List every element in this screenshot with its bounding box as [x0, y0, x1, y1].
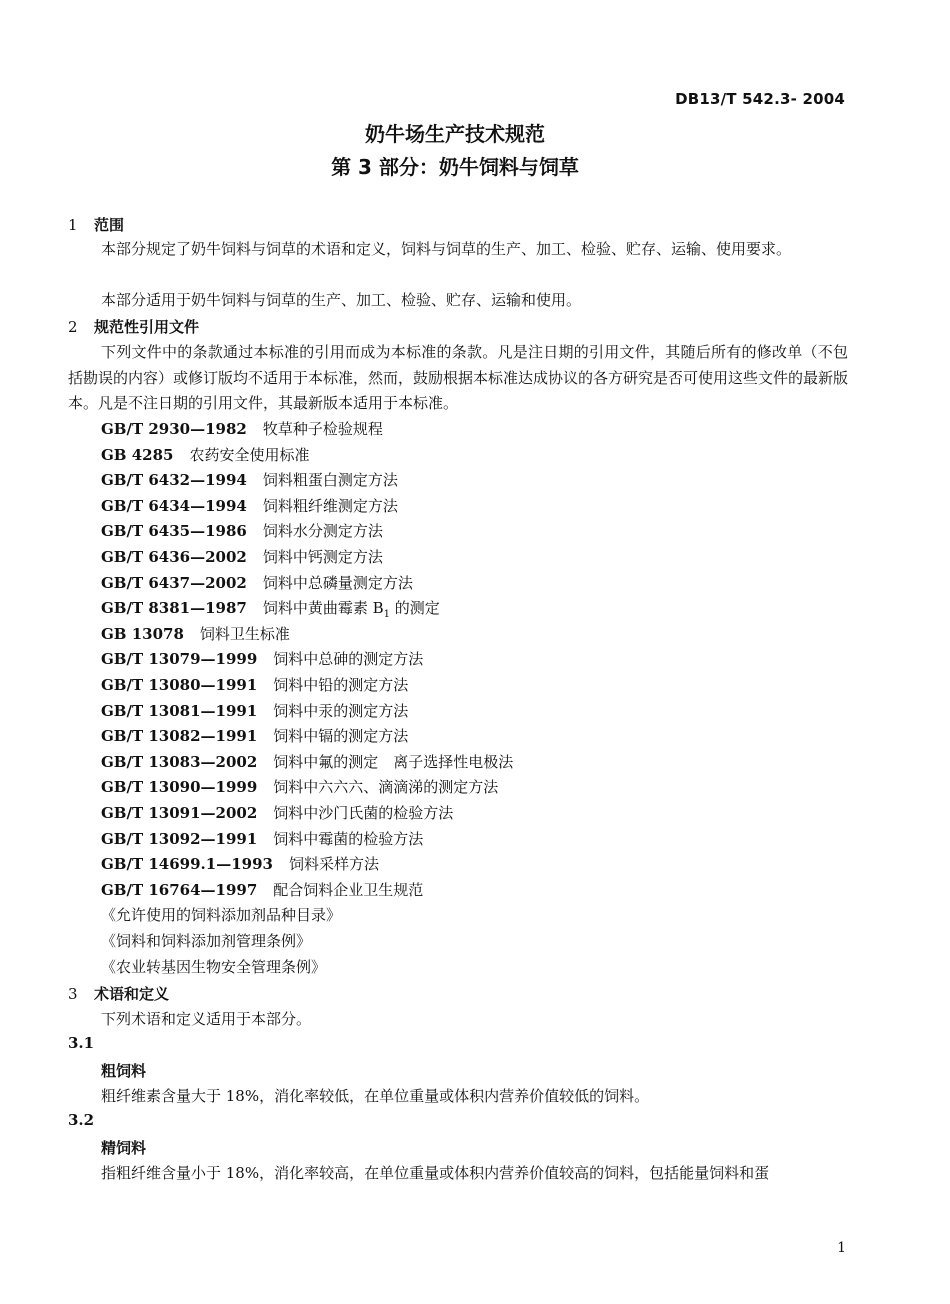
section-title: 术语和定义	[94, 985, 170, 1003]
reference-title: 饲料水分测定方法	[262, 522, 383, 540]
reference-code: GB/T 13080—1991	[101, 676, 258, 694]
reference-code: GB/T 6432—1994	[101, 471, 247, 489]
reference-item	[101, 469, 398, 490]
reference-item	[101, 648, 423, 669]
reference-code: GB/T 13081—1991	[101, 702, 258, 720]
reference-item	[101, 444, 309, 465]
reference-item	[101, 700, 408, 721]
reference-item	[101, 495, 398, 516]
reference-code: GB 13078	[101, 625, 184, 643]
reference-code: GB/T 13082—1991	[101, 727, 258, 745]
paragraph: 本部分规定了奶牛饲料与饲草的术语和定义，饲料与饲草的生产、加工、检验、贮存、运输、使用要求。	[101, 240, 792, 258]
reference-item	[101, 597, 440, 620]
reference-item	[101, 418, 383, 439]
regulation-reference: 《允许使用的饲料添加剂品种目录》	[101, 906, 342, 924]
reference-code: GB/T 13091—2002	[101, 804, 258, 822]
reference-item	[101, 751, 513, 772]
reference-title: 饲料中霉菌的检验方法	[273, 830, 424, 848]
reference-item	[101, 725, 408, 746]
term-name: 精饲料	[101, 1139, 147, 1157]
term-definition: 指粗纤维含量小于 18%，消化率较高，在单位重量或体积内营养价值较高的饲料，包括能量饲料和蛋	[101, 1164, 770, 1182]
reference-code: GB 4285	[101, 446, 174, 464]
reference-title: 饲料卫生标准	[199, 625, 290, 643]
reference-title-suffix: 的测定	[390, 599, 440, 617]
section-number: 3	[68, 985, 78, 1003]
reference-code: GB/T 6435—1986	[101, 522, 247, 540]
reference-code: GB/T 13092—1991	[101, 830, 258, 848]
reference-item	[101, 674, 408, 695]
reference-code: GB/T 6434—1994	[101, 497, 247, 515]
reference-code: GB/T 13090—1999	[101, 778, 258, 796]
reference-item	[101, 623, 290, 644]
reference-item	[101, 546, 383, 567]
paragraph: 下列术语和定义适用于本部分。	[101, 1010, 312, 1028]
standard-number: DB13/T 542.3- 2004	[675, 90, 845, 108]
reference-title: 饲料中六六六、滴滴涕的测定方法	[273, 778, 499, 796]
section-number: 2	[68, 318, 78, 336]
reference-title: 农药安全使用标准	[189, 446, 310, 464]
term-name: 粗饲料	[101, 1062, 147, 1080]
reference-code: GB/T 14699.1—1993	[101, 855, 273, 873]
page-number: 1	[837, 1240, 846, 1256]
reference-title: 饲料中铅的测定方法	[273, 676, 409, 694]
paragraph: 本部分适用于奶牛饲料与饲草的生产、加工、检验、贮存、运输和使用。	[101, 291, 582, 309]
reference-item	[101, 879, 423, 900]
reference-code: GB/T 16764—1997	[101, 881, 258, 899]
subscript: 1	[383, 609, 391, 620]
reference-item	[101, 828, 423, 849]
reference-code: GB/T 6436—2002	[101, 548, 247, 566]
reference-title: 饲料中钙测定方法	[262, 548, 383, 566]
reference-title: 饲料中氟的测定 离子选择性电极法	[273, 753, 514, 771]
document-subtitle: 第 3 部分：奶牛饲料与饲草	[331, 155, 579, 179]
term-number: 3.2	[68, 1111, 95, 1129]
reference-title: 配合饲料企业卫生规范	[273, 881, 424, 899]
reference-title: 牧草种子检验规程	[262, 420, 383, 438]
reference-title: 饲料中总砷的测定方法	[273, 650, 424, 668]
reference-title: 饲料粗纤维测定方法	[262, 497, 398, 515]
section-heading-normative-references	[68, 316, 199, 337]
reference-item	[101, 572, 413, 593]
reference-title: 饲料中汞的测定方法	[273, 702, 409, 720]
reference-title: 饲料中总磷量测定方法	[262, 574, 413, 592]
reference-code: GB/T 2930—1982	[101, 420, 247, 438]
reference-code: GB/T 6437—2002	[101, 574, 247, 592]
reference-code: GB/T 13083—2002	[101, 753, 258, 771]
reference-title: 饲料中镉的测定方法	[273, 727, 409, 745]
term-definition: 粗纤维素含量大于 18%，消化率较低，在单位重量或体积内营养价值较低的饲料。	[101, 1087, 650, 1105]
section-heading-terms	[68, 983, 169, 1004]
reference-item	[101, 802, 453, 823]
section-title: 范围	[94, 216, 125, 234]
document-title: 奶牛场生产技术规范	[365, 122, 545, 146]
reference-title: 饲料粗蛋白测定方法	[262, 471, 398, 489]
regulation-reference: 《饲料和饲料添加剂管理条例》	[101, 932, 312, 950]
reference-item	[101, 776, 498, 797]
reference-code: GB/T 8381—1987	[101, 599, 247, 617]
regulation-reference: 《农业转基因生物安全管理条例》	[101, 958, 327, 976]
section-title: 规范性引用文件	[94, 318, 200, 336]
section-number: 1	[68, 216, 78, 234]
paragraph: 下列文件中的条款通过本标准的引用而成为本标准的条款。凡是注日期的引用文件，其随后所有的修改单（不包括勘误的内容）或修订版均不适用于本标准，然而，鼓励根据本标准达成协议的各方研究是否可使用这些文件的最新版本。凡是不注日期的引用文件，其最新版本适用于本标准。	[68, 343, 849, 412]
term-number: 3.1	[68, 1034, 95, 1052]
reference-item	[101, 520, 383, 541]
reference-code: GB/T 13079—1999	[101, 650, 258, 668]
reference-title: 饲料中黄曲霉素 B	[262, 599, 384, 617]
reference-title: 饲料中沙门氏菌的检验方法	[273, 804, 454, 822]
reference-title: 饲料采样方法	[288, 855, 379, 873]
reference-item	[101, 853, 379, 874]
section-heading-scope	[68, 214, 124, 235]
